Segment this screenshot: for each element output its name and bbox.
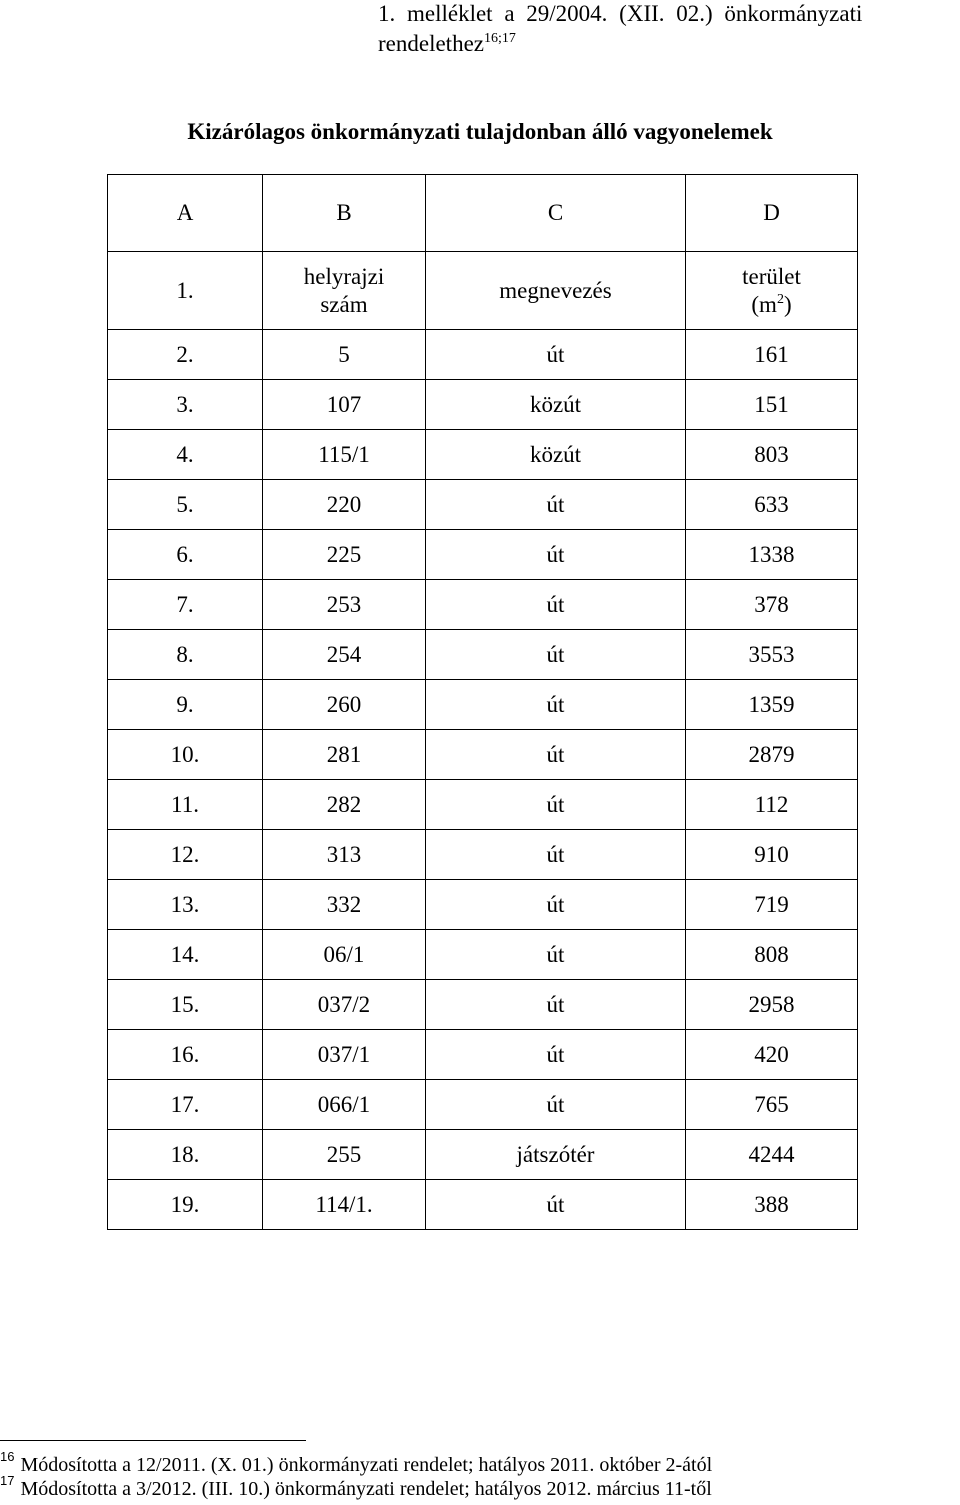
column-letter: D [686,175,858,252]
hrsz-cell: 313 [263,830,426,880]
area-cell: 3553 [686,630,858,680]
column-letter: A [108,175,263,252]
table-row [108,380,858,430]
name-cell: út [426,980,686,1030]
row-number: 17. [108,1080,263,1130]
name-cell: út [426,630,686,680]
footnote-mark: 17 [0,1473,15,1488]
table-row [108,980,858,1030]
hrsz-cell: 107 [263,380,426,430]
area-cell: 719 [686,880,858,930]
header-area-unit-sup: 2 [776,291,784,307]
hrsz-cell: 037/1 [263,1030,426,1080]
header-name: megnevezés [426,252,686,330]
hrsz-cell: 332 [263,880,426,930]
row-number: 2. [108,330,263,380]
hrsz-cell: 220 [263,480,426,530]
hrsz-cell: 037/2 [263,980,426,1030]
area-cell: 378 [686,580,858,630]
footnote-reference: 16;17 [483,31,516,46]
hrsz-cell: 066/1 [263,1080,426,1130]
footnote-16 [0,1449,713,1476]
name-cell: út [426,730,686,780]
footnote-text: Módosította a 12/2011. (X. 01.) önkormányzati rendelet; hatályos 2011. október 2-ától [20,1454,713,1476]
header-hrsz-line2: szám [320,291,368,317]
name-cell: út [426,330,686,380]
area-cell: 4244 [686,1130,858,1180]
header-hrsz [263,252,426,330]
row-number: 12. [108,830,263,880]
header-area-line1: terület [742,263,801,289]
area-cell: 808 [686,930,858,980]
table-row [108,1130,858,1180]
name-cell: út [426,880,686,930]
row-number: 16. [108,1030,263,1080]
name-cell: út [426,680,686,730]
name-cell: út [426,580,686,630]
row-number: 13. [108,880,263,930]
table-row [108,430,858,480]
table-row [108,1030,858,1080]
row-number: 18. [108,1130,263,1180]
name-cell: játszótér [426,1130,686,1180]
header-area-unit-open: (m [751,291,777,317]
row-number: 8. [108,630,263,680]
annex-reference-line-2 [378,30,516,58]
footnote-mark: 16 [0,1449,15,1464]
table-row [108,330,858,380]
footnote-separator [0,1440,306,1441]
table-row [108,530,858,580]
table-row [108,880,858,930]
name-cell: út [426,1080,686,1130]
table-header-row [108,252,858,330]
column-letter: B [263,175,426,252]
row-number: 5. [108,480,263,530]
area-cell: 1359 [686,680,858,730]
row-number: 3. [108,380,263,430]
hrsz-cell: 225 [263,530,426,580]
hrsz-cell: 260 [263,680,426,730]
hrsz-cell: 114/1. [263,1180,426,1230]
name-cell: út [426,1180,686,1230]
name-cell: út [426,780,686,830]
footnote-17 [0,1473,712,1500]
table-row [108,1080,858,1130]
row-number: 9. [108,680,263,730]
name-cell: közút [426,380,686,430]
area-cell: 2879 [686,730,858,780]
area-cell: 420 [686,1030,858,1080]
footnote-text: Módosította a 3/2012. (III. 10.) önkormányzati rendelet; hatályos 2012. március 11-től [20,1478,712,1500]
column-letter: C [426,175,686,252]
area-cell: 2958 [686,980,858,1030]
document-title: Kizárólagos önkormányzati tulajdonban álló vagyonelemek [187,119,773,144]
area-cell: 765 [686,1080,858,1130]
row-number: 15. [108,980,263,1030]
table-row [108,480,858,530]
name-cell: út [426,1030,686,1080]
header-area [686,252,858,330]
area-cell: 633 [686,480,858,530]
hrsz-cell: 254 [263,630,426,680]
property-table [107,174,858,1230]
header-row-number: 1. [108,252,263,330]
area-cell: 112 [686,780,858,830]
row-number: 11. [108,780,263,830]
annex-reference-line: 1. melléklet a 29/2004. (XII. 02.) önkormányzati [378,1,863,26]
row-number: 6. [108,530,263,580]
annex-reference-text: rendelethez [378,31,484,56]
hrsz-cell: 115/1 [263,430,426,480]
column-letter-row [108,175,858,252]
table-row [108,580,858,630]
area-cell: 161 [686,330,858,380]
table-row [108,1180,858,1230]
table-row [108,680,858,730]
table-row [108,830,858,880]
hrsz-cell: 5 [263,330,426,380]
hrsz-cell: 281 [263,730,426,780]
table-row [108,630,858,680]
hrsz-cell: 282 [263,780,426,830]
hrsz-cell: 253 [263,580,426,630]
row-number: 19. [108,1180,263,1230]
row-number: 7. [108,580,263,630]
table-row [108,780,858,830]
header-hrsz-line1: helyrajzi [303,263,385,289]
table-row [108,730,858,780]
name-cell: út [426,480,686,530]
name-cell: út [426,930,686,980]
row-number: 10. [108,730,263,780]
name-cell: közút [426,430,686,480]
hrsz-cell: 255 [263,1130,426,1180]
area-cell: 151 [686,380,858,430]
area-cell: 910 [686,830,858,880]
area-cell: 1338 [686,530,858,580]
name-cell: út [426,830,686,880]
hrsz-cell: 06/1 [263,930,426,980]
area-cell: 388 [686,1180,858,1230]
area-cell: 803 [686,430,858,480]
name-cell: út [426,530,686,580]
row-number: 4. [108,430,263,480]
table-row [108,930,858,980]
row-number: 14. [108,930,263,980]
header-area-unit-close: ) [783,291,792,317]
